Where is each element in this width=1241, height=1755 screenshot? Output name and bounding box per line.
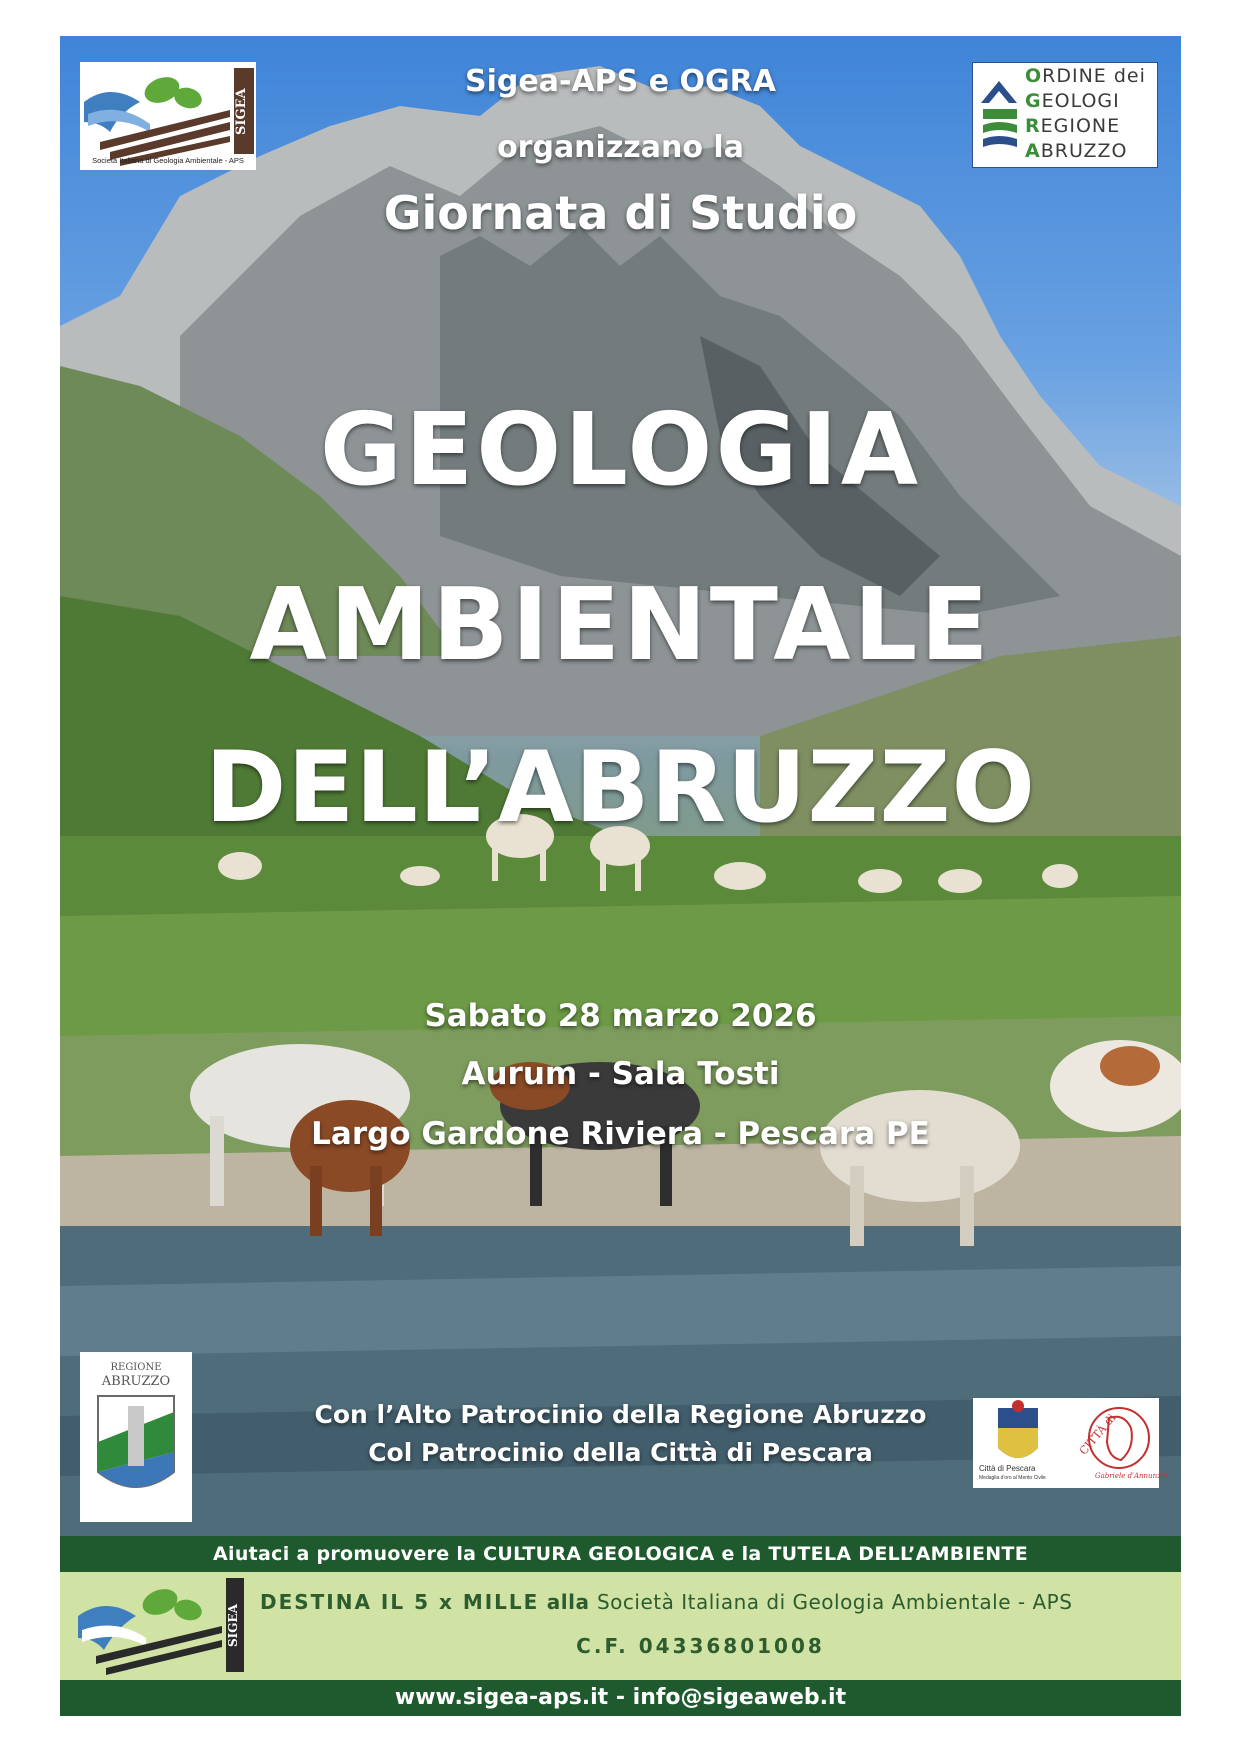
event-date: Sabato 28 marzo 2026 [424,998,817,1034]
donation-line [260,1590,1072,1614]
contacts-banner[interactable]: www.sigea-aps.it - info@sigeaweb.it [60,1680,1181,1716]
ogra-line-4: ABRUZZO [1025,140,1128,162]
destina-prefix: DESTINA IL 5 x MILLE [260,1590,540,1614]
citta-script-label: CITTÀ di [1076,1411,1119,1458]
organizers-line: Sigea-APS e OGRA [465,64,776,99]
ogra-line-2: GEOLOGI [1025,90,1120,112]
hero-photo [60,36,1181,1536]
event-venue: Aurum - Sala Tosti [461,1056,780,1092]
fiscal-code: C.F. 04336801008 [576,1634,825,1658]
poster [60,36,1181,1716]
title-line-3: DELL’ABRUZZO [205,731,1036,845]
patronage-line-2: Col Patrocinio della Città di Pescara [368,1438,873,1467]
sigea-vertical-label: SIGEA [234,88,249,136]
title-line-2: AMBIENTALE [249,566,992,683]
small-logo-vertical-label: SIGEA [226,1604,240,1648]
pescara-logos [973,1398,1168,1488]
citta-name-label: Gabriele d'Annunzio [1095,1472,1168,1480]
sigea-logo [80,62,256,170]
event-type: Giornata di Studio [383,186,858,240]
pescara-subcaption: Medaglia d'oro al Merito Civile [979,1475,1046,1481]
patronage-line-1: Con l’Alto Patrocinio della Regione Abruzzo [314,1400,927,1429]
regione-shield-icon [80,1352,192,1522]
regione-top-label: REGIONE [110,1362,162,1373]
donation-panel [60,1572,1181,1680]
promo-banner: Aiutaci a promuovere la CULTURA GEOLOGICA e la TUTELA DELL’AMBIENTE [60,1536,1181,1572]
destina-middle: alla [546,1590,590,1614]
pescara-caption: Città di Pescara [979,1464,1036,1473]
ogra-mark-icon [975,63,1025,167]
destina-org: Società Italiana di Geologia Ambientale - APS [596,1590,1073,1614]
sigea-logo-icon [80,62,256,170]
ogra-line-1: ORDINE dei [1025,65,1146,87]
event-address: Largo Gardone Riviera - Pescara PE [311,1116,930,1152]
ogra-logo [972,62,1158,168]
regione-abruzzo-logo [80,1352,192,1522]
sigea-small-logo-icon [76,1576,246,1676]
title-line-1: GEOLOGIA [319,391,922,508]
sigea-caption: Società Italiana di Geologia Ambientale - APS [92,156,244,165]
regione-bottom-label: ABRUZZO [101,1374,171,1389]
organize-line: organizzano la [497,130,744,165]
ogra-line-3: REGIONE [1025,115,1121,137]
